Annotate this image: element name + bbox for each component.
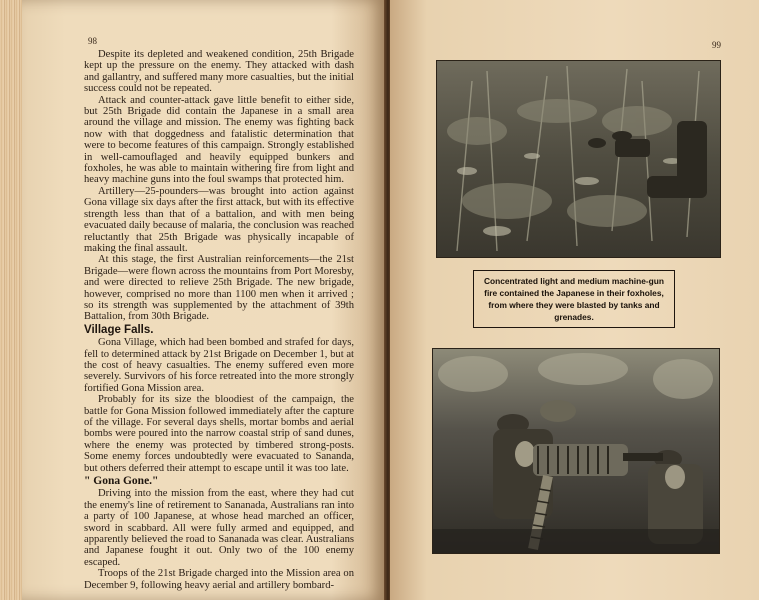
paragraph: Probably for its size the bloodiest of the campaign, the battle for Gona Mission followed immediately after the capture of the village. For several days shells, mortar bombs and aerial bombs were poured into the narrow coastal strip of sand dunes, where the enemy was protected by timbered strong-posts. Some enemy forces undoubtedly were evacuated to Sananda, but others deferred their attempt to escape until it was too late.: [84, 394, 354, 474]
paragraph: Driving into the mission from the east, where they had cut the enemy's line of retirement to Sananada, Australians ran into a party of 100 Japanese, at whose head marched an officer, sword in scabbard. All were fully armed and equipped, and apparently believed the road to Sananada was clear. Australians and Japanese fought it out. Only two of the 100 enemy escaped.: [84, 488, 354, 568]
jungle-soldiers-photo: [436, 60, 721, 258]
section-heading: " Gona Gone.": [84, 475, 159, 488]
paragraph: At this stage, the first Australian reinforcements—the 21st Brigade—were flown across the mountains from Port Moresby, and were directed to relieve 25th Brigade. The new brigade, however, comprised no more than 1100 men when it arrived ; so its strength was supplemented by the attachment of 39th Battalion, from 30th Brigade.: [84, 254, 354, 323]
section-heading: Village Falls.: [84, 323, 154, 336]
machine-gun-crew-photo: [432, 348, 720, 554]
page-number-left: 98: [88, 36, 97, 46]
photo-caption: Concentrated light and medium machine-gun fire contained the Japanese in their foxholes, from where they were blasted by tanks and grenades.: [473, 270, 675, 328]
paragraph: Artillery—25-pounders—was brought into action against Gona village six days after the first attack, but with its effective strength less than that of a battalion, and with men being evacuated daily because of malaria, the conclusion was reached reluctantly that 25th Brigade was physically incapable of making the final assault.: [84, 185, 354, 254]
paragraph: Troops of the 21st Brigade charged into the Mission area on December 9, following heavy aerial and artillery bombard-: [84, 568, 354, 591]
paragraph: Attack and counter-attack gave little benefit to either side, but 25th Brigade did contain the Japanese in a small area around the village and mission. The enemy was fighting back now with that doggedness and fatalistic determination that were to become features of this campaign. Strongly established in well-camouflaged and heavily equipped bunkers and foxholes, he was able to maintain withering fire from light and heavy machine guns into the foul swamps that protected him.: [84, 94, 354, 186]
page-number-right: 99: [712, 40, 721, 50]
left-page-text: [84, 49, 354, 591]
paragraph: Gona Village, which had been bombed and strafed for days, fell to determined attack by 21st Brigade on December 1, but at the cost of heavy casualties. The enemy suffered even more severely. Survivors of his force retreated into the more strongly fortified Gona Mission area.: [84, 337, 354, 394]
paragraph: Despite its depleted and weakened condition, 25th Brigade kept up the pressure on the enemy. They attacked with dash and gallantry, and suffered many more casualties, but the initial success could not be repeated.: [84, 49, 354, 95]
